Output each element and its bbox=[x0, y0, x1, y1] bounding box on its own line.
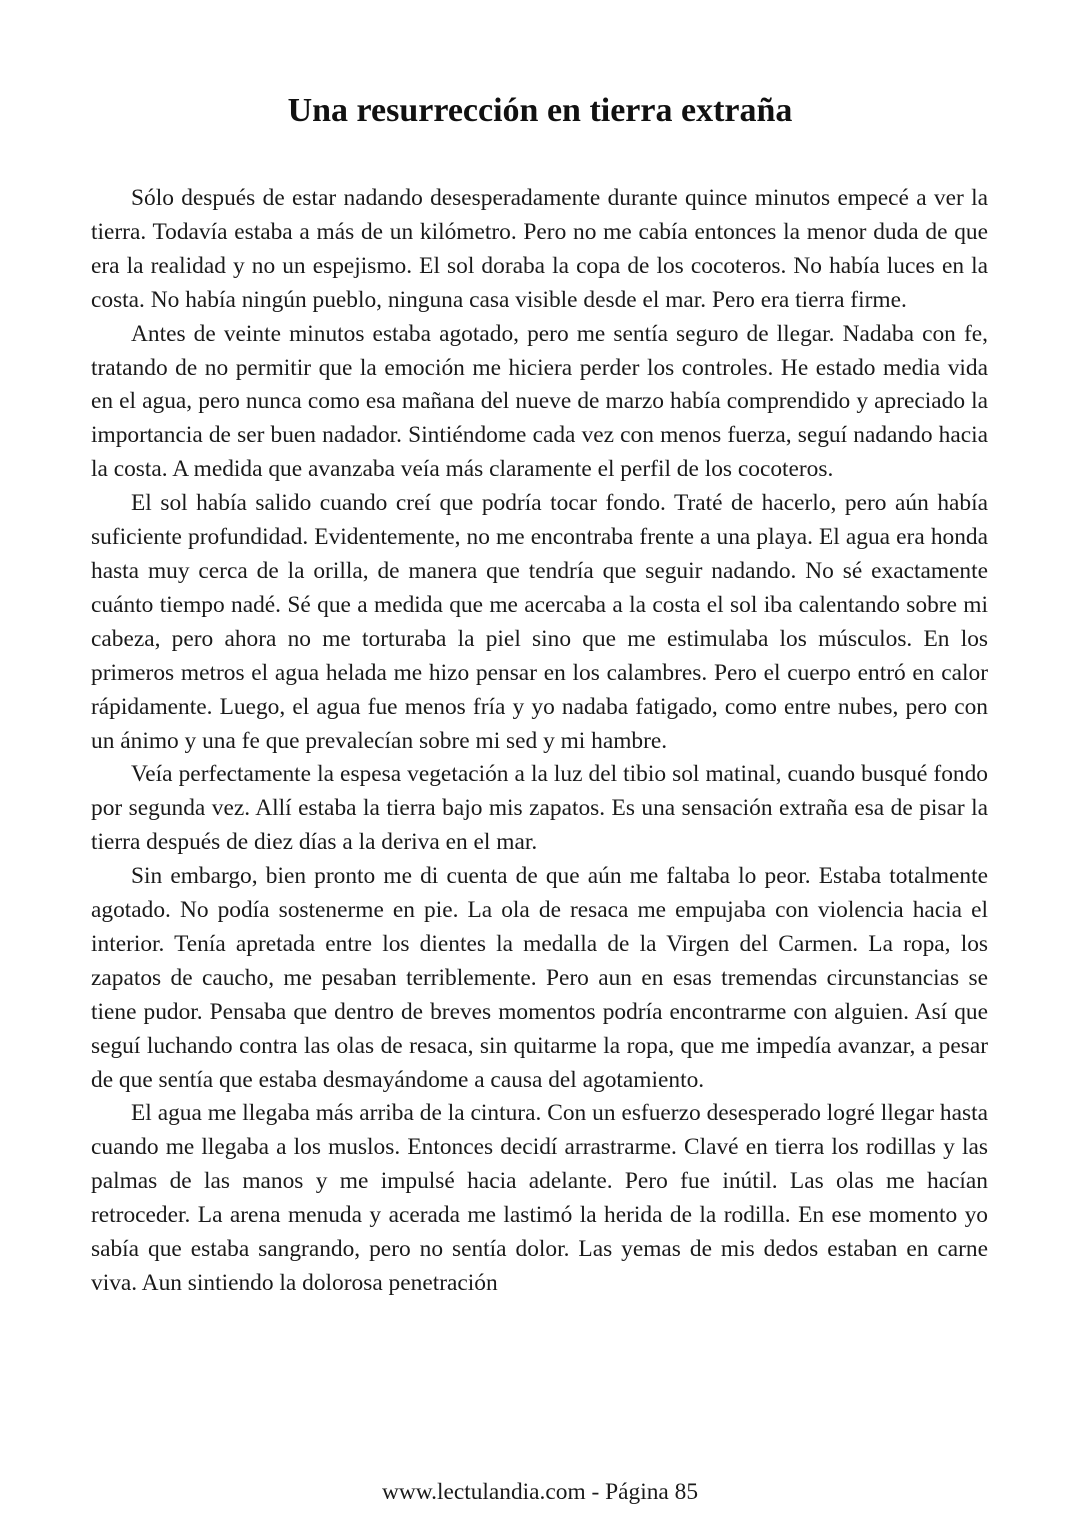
body-text bbox=[91, 182, 988, 1301]
page-title: Una resurrección en tierra extraña bbox=[287, 92, 793, 129]
paragraph-6: El agua me llegaba más arriba de la cintura. Con un esfuerzo desesperado logré llegar hasta cuando me llegaba a los muslos. Entonces decidí arrastrarme. Clavé en tierra los rodillas y las palmas de las manos y me impulsé hacia adelante. Pero fue inútil. Las olas me hacían retroceder. La arena menuda y acerada me lastimó la herida de la rodilla. En ese momento yo sabía que estaba sangrando, pero no sentía dolor. Las yemas de mis dedos estaban en carne viva. Aun sintiendo la dolorosa penetración bbox=[91, 1100, 988, 1296]
paragraph-3: El sol había salido cuando creí que podría tocar fondo. Traté de hacerlo, pero aún había suficiente profundidad. Evidentemente, no me encontraba frente a una playa. El agua era honda hasta muy cerca de la orilla, de manera que tendría que seguir nadando. No sé exactamente cuánto tiempo nadé. Sé que a medida que me acercaba a la costa el sol iba calentando sobre mi cabeza, pero ahora no me torturaba la piel sino que me estimulaba los músculos. En los primeros metros el agua helada me hizo pensar en los calambres. Pero el cuerpo entró en calor rápidamente. Luego, el agua fue menos fría y yo nadaba fatigado, como entre nubes, pero con un ánimo y una fe que prevalecían sobre mi sed y mi hambre. bbox=[91, 490, 988, 754]
paragraph-4: Veía perfectamente la espesa vegetación a la luz del tibio sol matinal, cuando busqué fondo por segunda vez. Allí estaba la tierra bajo mis zapatos. Es una sensación extraña esa de pisar la tierra después de diez días a la deriva en el mar. bbox=[91, 761, 988, 856]
paragraph-5: Sin embargo, bien pronto me di cuenta de que aún me faltaba lo peor. Estaba totalmente agotado. No podía sostenerme en pie. La ola de resaca me empujaba con violencia hacia el interior. Tenía apretada entre los dientes la medalla de la Virgen del Carmen. La ropa, los zapatos de caucho, me pesaban terriblemente. Pero aun en esas tremendas circunstancias se tiene pudor. Pensaba que dentro de breves momentos podría encontrarme con alguien. Así que seguí luchando contra las olas de resaca, sin quitarme la ropa, que me impedía avanzar, a pesar de que sentía que estaba desmayándome a causa del agotamiento. bbox=[91, 863, 988, 1093]
paragraph-2: Antes de veinte minutos estaba agotado, pero me sentía seguro de llegar. Nadaba con fe, tratando de no permitir que la emoción me hiciera perder los controles. He estado media vida en el agua, pero nunca como esa mañana del nueve de marzo había comprendido y apreciado la importancia de ser buen nadador. Sintiéndome cada vez con menos fuerza, seguí nadando hacia la costa. A medida que avanzaba veía más claramente el perfil de los cocoteros. bbox=[91, 320, 988, 483]
paragraph-1: Sólo después de estar nadando desesperadamente durante quince minutos empecé a ver la tierra. Todavía estaba a más de un kilómetro. Pero no me cabía entonces la menor duda de que era la realidad y no un espejismo. El sol doraba la copa de los cocoteros. No había luces en la costa. No había ningún pueblo, ninguna casa visible desde el mar. Pero era tierra firme. bbox=[91, 185, 988, 313]
page-footer: www.lectulandia.com - Página 85 bbox=[381, 1479, 699, 1505]
